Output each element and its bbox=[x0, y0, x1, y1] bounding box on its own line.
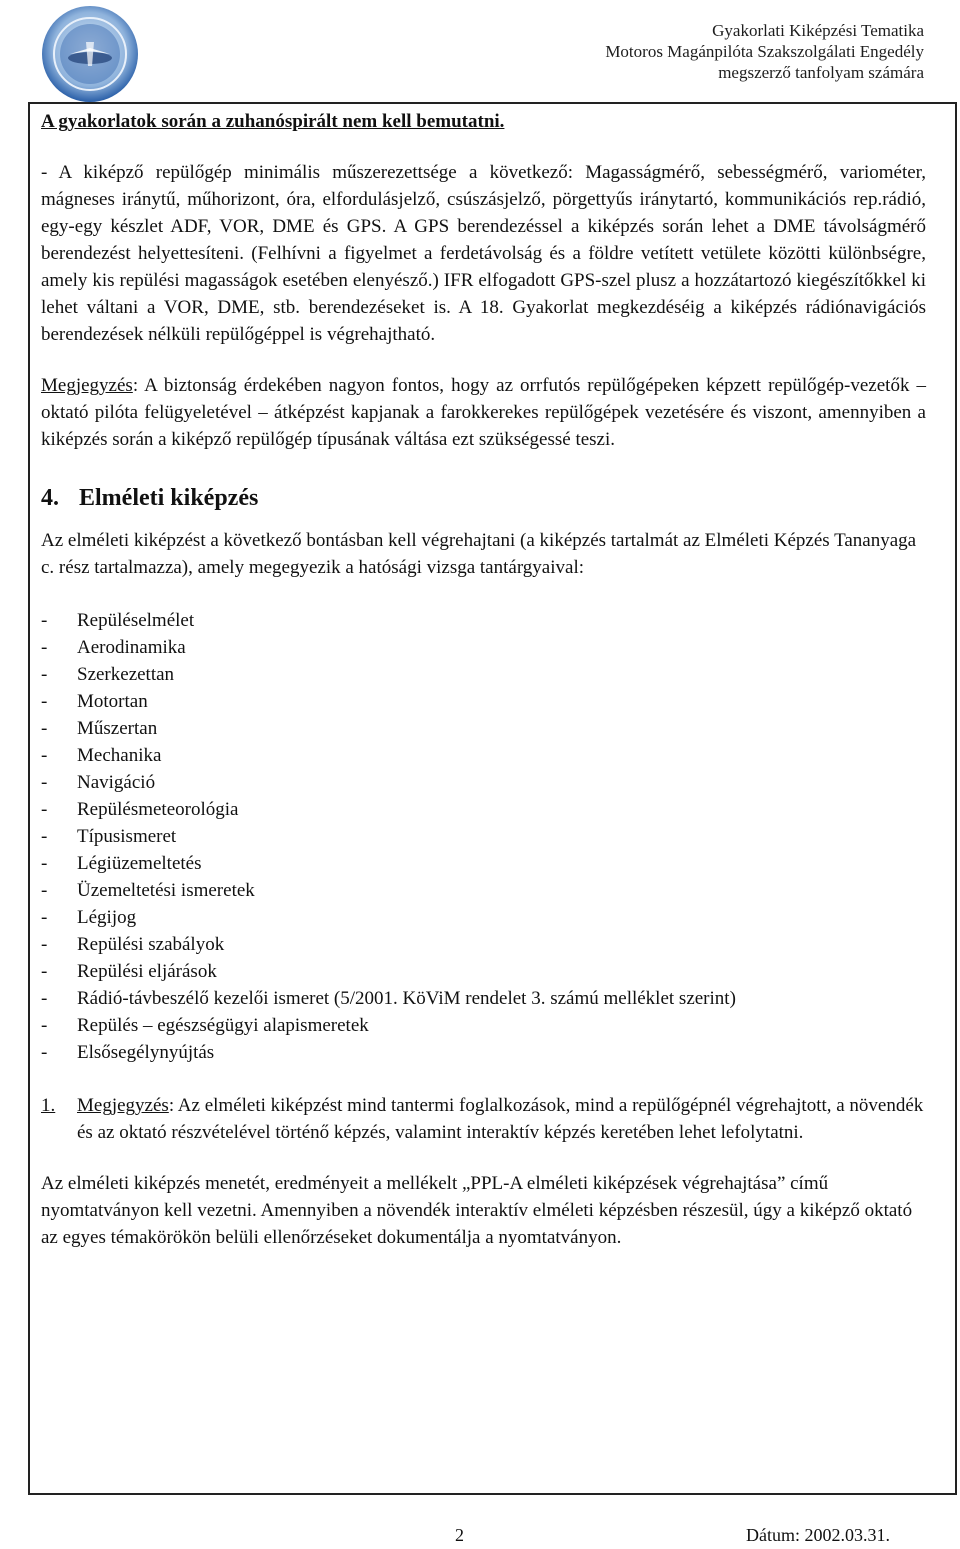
list-bullet: - bbox=[41, 772, 48, 793]
topic-label: Üzemeltetési ismeretek bbox=[77, 880, 255, 901]
list-bullet: - bbox=[41, 745, 48, 766]
topic-label: Elsősegélynyújtás bbox=[77, 1042, 215, 1063]
topic-list bbox=[41, 607, 926, 1066]
list-bullet: - bbox=[41, 826, 48, 847]
topic-label: Rádió-távbeszélő kezelői ismeret (5/2001. KöViM rendelet 3. számú melléklet szerint) bbox=[77, 988, 736, 1009]
list-item bbox=[41, 904, 926, 931]
list-item bbox=[41, 715, 926, 742]
list-item bbox=[41, 931, 926, 958]
topic-label: Szerkezettan bbox=[77, 664, 175, 685]
topic-label: Motortan bbox=[77, 691, 148, 712]
note-number: 1. bbox=[41, 1095, 56, 1116]
topic-label: Légijog bbox=[77, 907, 137, 928]
topic-label: Navigáció bbox=[77, 772, 156, 793]
note-text: : Az elméleti kiképzést mind tantermi foglalkozások, mind a repülőgépnél végrehajtott, a növendék és az oktató részvételével történő képzés, valamint interaktív képzés keretében lehet lefolytatni. bbox=[77, 1095, 924, 1143]
list-bullet: - bbox=[41, 934, 48, 955]
list-bullet: - bbox=[41, 961, 48, 982]
list-item bbox=[41, 796, 926, 823]
document-header bbox=[464, 20, 924, 83]
note-1 bbox=[41, 1092, 926, 1146]
list-item bbox=[41, 1039, 926, 1066]
topic-label: Repülésmeteorológia bbox=[77, 799, 239, 820]
list-bullet: - bbox=[41, 1042, 48, 1063]
document-body bbox=[41, 108, 926, 1251]
topic-label: Mechanika bbox=[77, 745, 162, 766]
organization-logo bbox=[40, 4, 140, 104]
topic-label: Légiüzemeltetés bbox=[77, 853, 202, 874]
topic-label: Repülés – egészségügyi alapismeretek bbox=[77, 1015, 369, 1036]
header-title: Gyakorlati Kiképzési Tematika bbox=[712, 21, 924, 40]
footer-date: Dátum: 2002.03.31. bbox=[746, 1525, 890, 1545]
list-bullet: - bbox=[41, 799, 48, 820]
list-item bbox=[41, 985, 926, 1012]
list-bullet: - bbox=[41, 610, 48, 631]
note-label: Megjegyzés bbox=[77, 1095, 169, 1116]
topic-label: Repülési eljárások bbox=[77, 961, 217, 982]
list-item bbox=[41, 958, 926, 985]
list-bullet: - bbox=[41, 907, 48, 928]
note-body bbox=[77, 1092, 926, 1146]
list-item bbox=[41, 661, 926, 688]
list-item bbox=[41, 688, 926, 715]
logo-seal-icon bbox=[40, 4, 140, 104]
topic-label: Aerodinamika bbox=[77, 637, 186, 658]
list-item bbox=[41, 850, 926, 877]
list-item bbox=[41, 769, 926, 796]
topic-label: Műszertan bbox=[77, 718, 158, 739]
list-item bbox=[41, 607, 926, 634]
list-bullet: - bbox=[41, 718, 48, 739]
header-subtitle-2: megszerző tanfolyam számára bbox=[718, 63, 924, 82]
list-item bbox=[41, 823, 926, 850]
topic-label: Repülési szabályok bbox=[77, 934, 225, 955]
remark-text: : A biztonság érdekében nagyon fontos, hogy az orrfutós repülőgépeken képzett repülőgép-vezetők – oktató pilóta felügyeletével – átképzést kapjanak a farokkerekes repülőgépek vezetésére és viszont, amennyiben a kiképzés során a kiképző repülőgép típusának váltása ezt szükségessé teszi. bbox=[41, 375, 926, 450]
closing-paragraph: Az elméleti kiképzés menetét, eredményeit a mellékelt „PPL-A elméleti kiképzések végrehajtása” című nyomtatványon kell vezetni. Amennyiben a növendék interaktív elméleti képzésben részesül, úgy a kiképző oktató az egyes témakörökön belüli ellenőrzéseket dokumentálja a nyomtatványon. bbox=[41, 1173, 913, 1248]
equipment-paragraph: - A kiképző repülőgép minimális műszerezettsége a következő: Magasságmérő, sebességmérő, variométer, mágneses iránytű, műhorizont, óra, elfordulásjelző, csúszásjelző, pörgettyűs iránytartó, kommunikációs rep.rádió, egy-egy készlet ADF, VOR, DME és GPS. A GPS berendezéssel a kiképzés során lehet a DME távolságmérő berendezést helyettesíteni. (Felhívni a figyelmet a ferdetávolság és a földre vetített vetülete közötti különbségre, amely kis repülési magasságok esetében elenyésző.) IFR elfogadott GPS-szel plusz a hozzátartozó kiegészítőkkel ki lehet váltani a VOR, DME, stb. berendezéseket is. A 18. Gyakorlat megkezdéséig a kiképzés rádiónavigációs berendezések nélküli repülőgéppel is végrehajtható. bbox=[41, 162, 926, 345]
list-bullet: - bbox=[41, 988, 48, 1009]
header-subtitle: Motoros Magánpilóta Szakszolgálati Engedély bbox=[605, 42, 924, 61]
list-bullet: - bbox=[41, 664, 48, 685]
remark-paragraph bbox=[41, 372, 926, 453]
list-item bbox=[41, 634, 926, 661]
intro-statement: A gyakorlatok során a zuhanóspirált nem kell bemutatni. bbox=[41, 111, 505, 132]
list-bullet: - bbox=[41, 637, 48, 658]
section-heading bbox=[41, 483, 926, 513]
page-number: 2 bbox=[455, 1525, 464, 1545]
list-bullet: - bbox=[41, 853, 48, 874]
topic-label: Típusismeret bbox=[77, 826, 177, 847]
remark-label: Megjegyzés bbox=[41, 375, 133, 396]
list-item bbox=[41, 877, 926, 904]
topic-label: Repüléselmélet bbox=[77, 610, 195, 631]
list-bullet: - bbox=[41, 1015, 48, 1036]
list-bullet: - bbox=[41, 691, 48, 712]
section-title: Elméleti kiképzés bbox=[79, 485, 259, 511]
list-bullet: - bbox=[41, 880, 48, 901]
list-item bbox=[41, 742, 926, 769]
list-item bbox=[41, 1012, 926, 1039]
section-number: 4. bbox=[41, 485, 59, 511]
theory-intro: Az elméleti kiképzést a következő bontásban kell végrehajtani (a kiképzés tartalmát az Elméleti Képzés Tananyaga c. rész tartalmazza), amely megegyezik a hatósági vizsga tantárgyaival: bbox=[41, 530, 917, 578]
